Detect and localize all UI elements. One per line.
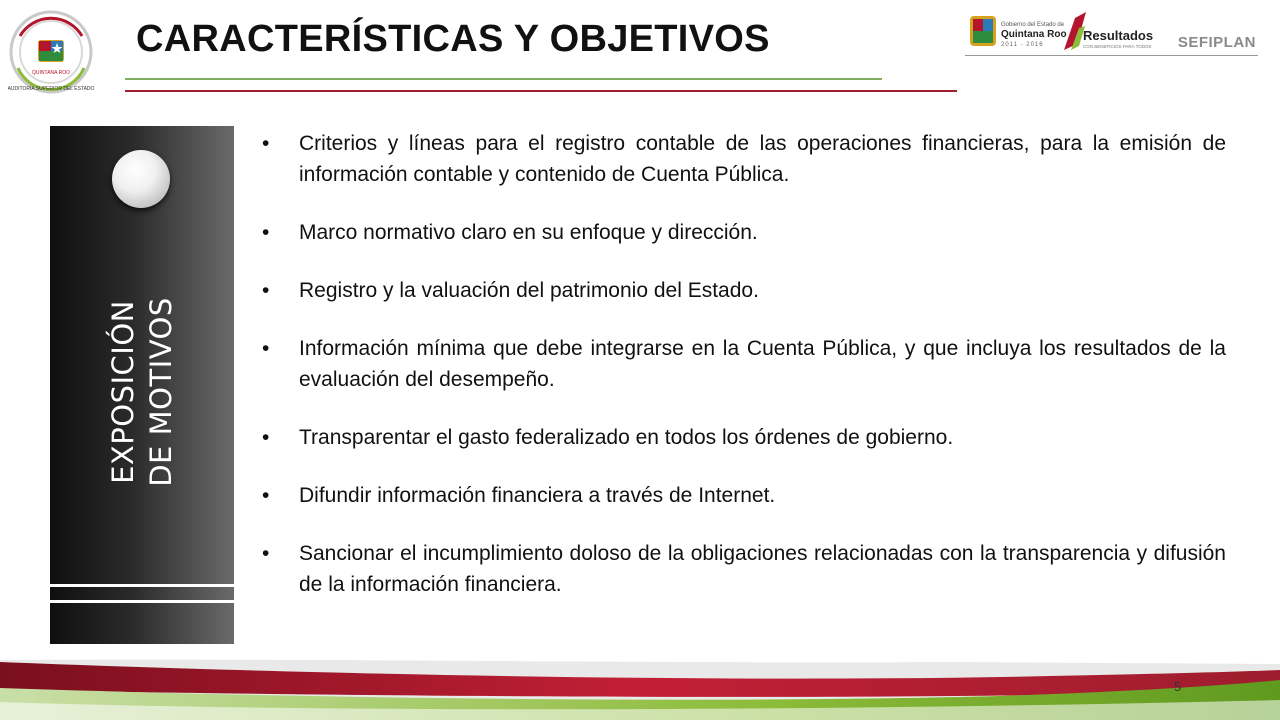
bullet-item — [262, 333, 1226, 395]
sefiplan-label: SEFIPLAN — [1177, 34, 1256, 51]
brand-divider — [965, 55, 1258, 56]
page-title: CARACTERÍSTICAS Y OBJETIVOS — [136, 18, 770, 60]
auditoria-logo — [8, 6, 94, 98]
bullet-list — [262, 128, 1226, 627]
bullet-icon: • — [262, 337, 270, 360]
svg-text:2011 - 2016: 2011 - 2016 — [1001, 42, 1044, 48]
circle-knob-icon — [112, 150, 170, 208]
title-divider-red — [125, 90, 957, 92]
quintana-roo-coat-icon — [970, 16, 996, 46]
bullet-item — [262, 422, 1226, 453]
bullet-text: Sancionar el incumplimiento doloso de la obligaciones relacionadas con la transparencia y difusión de la información financiera. — [299, 542, 1226, 596]
title-divider-green — [125, 78, 882, 80]
svg-text:Gobierno del Estado de: Gobierno del Estado de — [1001, 22, 1065, 28]
side-panel-label — [104, 297, 180, 487]
bullet-item — [262, 538, 1226, 600]
bullet-text: Registro y la valuación del patrimonio del Estado. — [299, 279, 759, 302]
side-panel-line1: EXPOSICIÓN — [106, 300, 140, 484]
bullet-item — [262, 217, 1226, 248]
bullet-text: Marco normativo claro en su enfoque y dirección. — [299, 221, 758, 244]
svg-text:Resultados: Resultados — [1083, 28, 1154, 43]
auditoria-seal-icon — [8, 6, 94, 98]
svg-text:AUDITORÍA SUPERIOR DEL ESTADO: AUDITORÍA SUPERIOR DEL ESTADO — [8, 86, 94, 92]
bullet-item — [262, 275, 1226, 306]
footer-wave — [0, 650, 1280, 720]
bullet-icon: • — [262, 542, 270, 565]
side-panel-line2: DE MOTIVOS — [144, 297, 178, 487]
side-panel — [50, 126, 234, 644]
bullet-icon: • — [262, 132, 270, 155]
bullet-text: Difundir información financiera a través de Internet. — [299, 484, 776, 507]
bullet-icon: • — [262, 426, 270, 449]
bullet-icon: • — [262, 484, 270, 507]
bullet-text: Transparentar el gasto federalizado en todos los órdenes de gobierno. — [299, 426, 954, 449]
svg-text:Quintana Roo: Quintana Roo — [1001, 29, 1067, 40]
bullet-icon: • — [262, 279, 270, 302]
side-stripe — [50, 584, 234, 587]
bullet-item — [262, 128, 1226, 190]
bullet-text: Criterios y líneas para el registro contable de las operaciones financieras, para la emisión de información contable y contenido de Cuenta Pública. — [299, 132, 1226, 186]
bullet-icon: • — [262, 221, 270, 244]
svg-text:QUINTANA ROO: QUINTANA ROO — [32, 70, 70, 76]
page-number: 5 — [1174, 679, 1182, 694]
side-stripe — [50, 600, 234, 603]
bullet-item — [262, 480, 1226, 511]
svg-text:CON BENEFICIOS PARA TODOS: CON BENEFICIOS PARA TODOS — [1083, 44, 1152, 49]
bullet-text: Información mínima que debe integrarse en la Cuenta Pública, y que incluya los resultados de la evaluación del desempeño. — [299, 337, 1226, 391]
